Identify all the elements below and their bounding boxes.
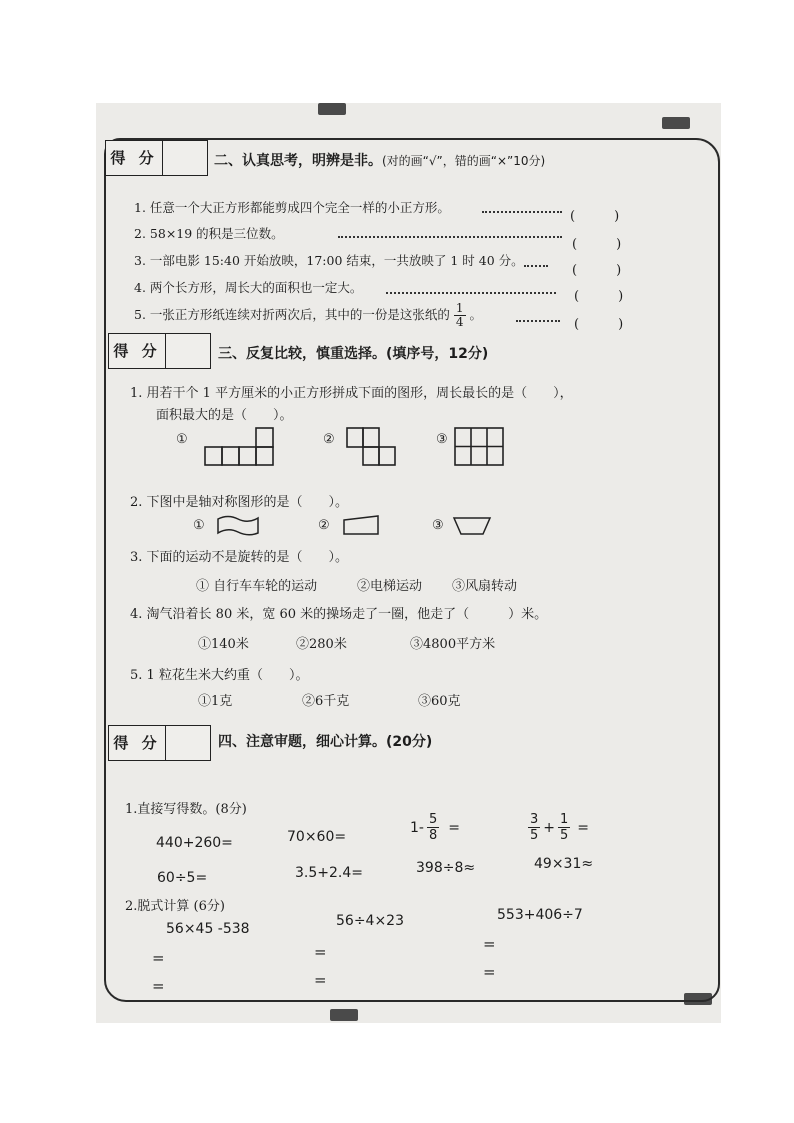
judge-item-3 (134, 251, 524, 269)
fraction (528, 812, 540, 843)
score-blank[interactable] (166, 726, 210, 760)
q5-option-2: ②6千克 (302, 694, 350, 709)
q5-option-3: ③60克 (418, 694, 461, 709)
figure-stair-shape (346, 426, 400, 468)
calc-398div8[interactable]: 398÷8≈ (416, 860, 476, 876)
judge-item-5 (134, 302, 482, 329)
figure-trapezoid (452, 514, 492, 536)
calc-60div5[interactable]: 60÷5= (157, 870, 208, 886)
frac-denominator: 8 (428, 828, 438, 843)
calc-49x31[interactable]: 49×31≈ (534, 856, 594, 872)
judge-item-2 (134, 224, 284, 242)
item-text: 任意一个大正方形都能剪成四个完全一样的小正方形。 (149, 200, 450, 215)
frac-numerator: 1 (560, 812, 569, 827)
fraction (427, 812, 439, 843)
section2-instruction: (对的画“√”，错的画“×”10分) (382, 154, 546, 168)
item-text: 一张正方形纸连续对折两次后，其中的一份是这张纸的 (149, 307, 450, 322)
score-box-section2 (105, 140, 208, 176)
answer-paren-3[interactable]: ( ) (572, 263, 622, 278)
item-number: 1. (134, 200, 146, 215)
calc-3-5-plus-1-5[interactable] (528, 812, 589, 843)
leader-dots (386, 292, 556, 294)
step-calc-3[interactable]: 553+406÷7 (497, 907, 583, 923)
equals-line[interactable]: = (483, 935, 496, 953)
item-number: 4. (134, 280, 146, 295)
q2-option-3: ③ (432, 518, 444, 533)
item-number: 5. (134, 307, 146, 322)
q4-option-2: ②280米 (296, 637, 347, 652)
equals-sign: = (448, 819, 460, 836)
score-label: 得 分 (109, 726, 166, 760)
figure-grid-shape (454, 426, 506, 468)
score-box-section3 (108, 333, 211, 369)
equals-line[interactable]: = (152, 977, 165, 995)
calc1-title: 1.直接写得数。(8分) (125, 802, 247, 817)
fraction (558, 812, 570, 843)
q4-option-1: ①140米 (198, 637, 249, 652)
plus-sign: + (543, 819, 556, 836)
q5-text: 5. 1 粒花生米大约重（ ）。 (130, 668, 309, 683)
q3-option-3: ③风扇转动 (452, 579, 518, 594)
answer-paren-1[interactable]: ( ) (570, 209, 620, 224)
figure-parallelogram (342, 514, 380, 536)
section2-title (214, 150, 545, 170)
q5-option-1: ①1克 (198, 694, 233, 709)
equals-sign: = (577, 819, 590, 836)
q1-line1: 1. 用若干个 1 平方厘米的小正方形拼成下面的图形，周长最长的是（ ）， (130, 386, 573, 401)
fraction-one-quarter (454, 302, 466, 329)
score-label: 得 分 (106, 141, 163, 175)
frac-denominator: 4 (455, 315, 464, 329)
calc-3-5plus2-4[interactable]: 3.5+2.4= (295, 865, 363, 881)
q1-option-3: ③ (436, 432, 448, 447)
leader-dots (338, 236, 562, 238)
item-tail: 。 (469, 307, 483, 322)
score-box-section4 (108, 725, 211, 761)
answer-paren-4[interactable]: ( ) (574, 289, 624, 304)
scan-marker (318, 103, 346, 115)
q3-option-2: ②电梯运动 (357, 579, 423, 594)
step-calc-2[interactable]: 56÷4×23 (336, 913, 404, 929)
item-number: 3. (134, 253, 146, 268)
section3-title: 三、反复比较，慎重选择。(填序号，12分) (218, 346, 489, 362)
item-text: 58×19 的积是三位数。 (149, 226, 284, 241)
item-text: 两个长方形，周长大的面积也一定大。 (149, 280, 363, 295)
scan-marker (662, 117, 690, 129)
leader-dots (524, 265, 548, 267)
figure-wavy-rect (216, 514, 260, 536)
item-text: 一部电影 15:40 开始放映，17:00 结束，一共放映了 1 时 40 分。 (149, 253, 524, 268)
frac-numerator: 1 (455, 301, 464, 315)
equals-line[interactable]: = (152, 949, 165, 967)
q2-option-2: ② (318, 518, 330, 533)
score-blank[interactable] (166, 334, 210, 368)
expr-part: 1- (410, 819, 424, 836)
judge-item-1 (134, 198, 450, 216)
judge-item-4 (134, 278, 362, 296)
section2-title-text: 二、认真思考，明辨是非。 (214, 153, 382, 169)
equals-line[interactable]: = (314, 943, 327, 961)
figure-l-shape (204, 426, 276, 468)
frac-numerator: 5 (428, 812, 438, 827)
answer-paren-5[interactable]: ( ) (574, 317, 624, 332)
equals-line[interactable]: = (314, 971, 327, 989)
frac-denominator: 5 (560, 828, 569, 843)
frac-numerator: 3 (530, 812, 539, 827)
calc-1-minus-5-8[interactable] (410, 812, 460, 843)
calc-70x60[interactable]: 70×60= (287, 829, 347, 845)
score-label: 得 分 (109, 334, 166, 368)
answer-paren-2[interactable]: ( ) (572, 237, 622, 252)
q3-text: 3. 下面的运动不是旋转的是（ ）。 (130, 550, 349, 565)
scan-marker (330, 1009, 358, 1021)
q1-line2: 面积最大的是（ ）。 (156, 408, 293, 423)
q2-option-1: ① (193, 518, 205, 533)
q2-text: 2. 下图中是轴对称图形的是（ ）。 (130, 495, 349, 510)
item-number: 2. (134, 226, 146, 241)
q4-text: 4. 淘气沿着长 80 米，宽 60 米的操场走了一圈，他走了（ ）米。 (130, 607, 548, 622)
score-blank[interactable] (163, 141, 207, 175)
frac-denominator: 5 (530, 828, 539, 843)
leader-dots (516, 320, 560, 322)
q1-option-1: ① (176, 432, 188, 447)
calc-440-260[interactable]: 440+260= (156, 835, 233, 851)
leader-dots (482, 211, 562, 213)
q1-option-2: ② (323, 432, 335, 447)
q4-option-3: ③4800平方米 (410, 637, 496, 652)
calc2-title: 2.脱式计算 (6分) (125, 899, 225, 914)
q3-option-1: ① 自行车车轮的运动 (196, 579, 318, 594)
step-calc-1[interactable]: 56×45 -538 (166, 921, 250, 937)
equals-line[interactable]: = (483, 963, 496, 981)
section4-title: 四、注意审题，细心计算。(20分) (218, 734, 433, 750)
